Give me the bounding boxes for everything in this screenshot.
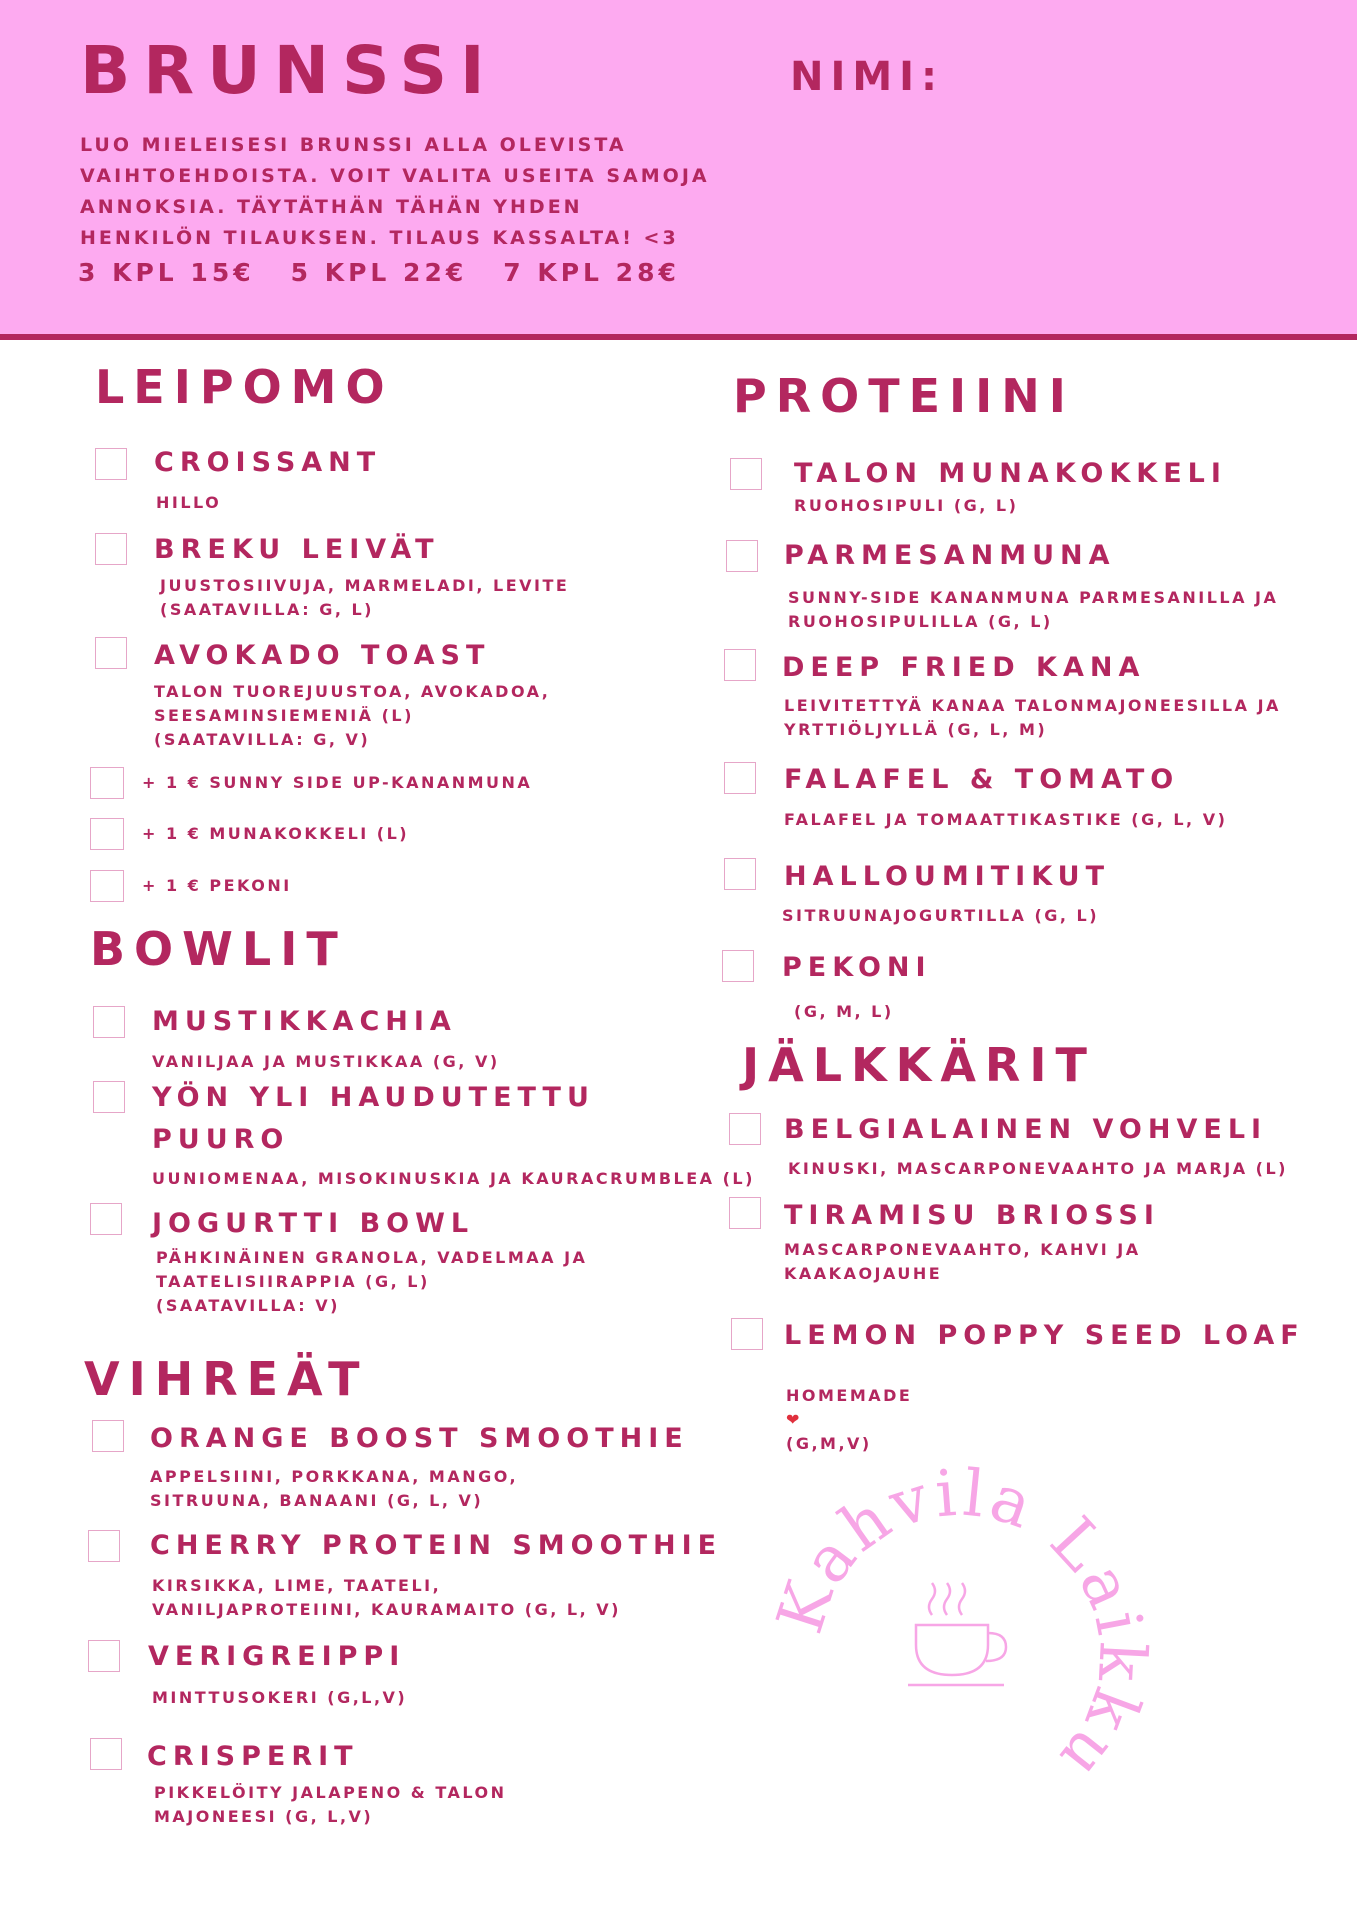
checkbox-mustikkachia[interactable]	[93, 1006, 125, 1038]
item-name-falafel-tomato: FALAFEL & TOMATO	[784, 764, 1180, 795]
item-desc-diet-tags: (G,M,V)	[786, 1434, 872, 1453]
item-name-avokado-toast: AVOKADO TOAST	[154, 640, 491, 671]
item-desc-falafel-tomato: FALAFEL JA TOMAATTIKASTIKE (G, L, V)	[784, 810, 1228, 829]
item-desc-homemade: HOMEMADE	[786, 1386, 913, 1405]
item-desc-belgialainen-vohveli: KINUSKI, MASCARPONEVAAHTO JA MARJA (L)	[788, 1159, 1288, 1178]
checkbox-cherry-protein[interactable]	[88, 1530, 120, 1562]
checkbox-parmesanmuna[interactable]	[726, 540, 758, 572]
item-desc-verigreippi: MINTTUSOKERI (G,L,V)	[152, 1688, 408, 1707]
checkbox-lemon-poppy-seed-loaf[interactable]	[731, 1318, 763, 1350]
intro-text: LUO MIELEISESI BRUNSSI ALLA OLEVISTA VAIHTOEHDOISTA. VOIT VALITA USEITA SAMOJA ANNOKSIA. TÄYTÄTHÄN TÄHÄN YHDEN HENKILÖN TILAUKSEN. TILAUS KASSALTA! <3	[80, 134, 710, 249]
kahvila-laikku-logo	[760, 1455, 1160, 1855]
item-name-croissant: CROISSANT	[154, 447, 382, 478]
section-title-bowlit: BOWLIT	[90, 922, 347, 976]
checkbox-halloumitikut[interactable]	[724, 858, 756, 890]
item-desc-cherry-protein: KIRSIKKA, LIME, TAATELI, VANILJAPROTEIINI, KAURAMAITO (G, L, V)	[152, 1576, 621, 1619]
checkbox-addon-pekoni[interactable]	[90, 870, 124, 902]
checkbox-addon-sunny-side[interactable]	[90, 767, 124, 799]
item-name-cherry-protein: CHERRY PROTEIN SMOOTHIE	[150, 1530, 723, 1561]
item-name-mustikkachia: MUSTIKKACHIA	[152, 1006, 457, 1037]
section-title-jalkkarit: JÄLKKÄRIT	[742, 1038, 1096, 1092]
item-desc-halloumitikut: SITRUUNAJOGURTILLA (G, L)	[782, 906, 1100, 925]
item-desc-tiramisu-briossi: MASCARPONEVAAHTO, KAHVI JA KAAKAOJAUHE	[784, 1240, 1141, 1283]
item-desc-parmesanmuna: SUNNY-SIDE KANANMUNA PARMESANILLA JA RUOHOSIPULILLA (G, L)	[788, 588, 1279, 631]
item-name-jogurtti-bowl: JOGURTTI BOWL	[152, 1208, 475, 1239]
checkbox-crisperit[interactable]	[90, 1738, 122, 1770]
item-name-halloumitikut: HALLOUMITIKUT	[784, 861, 1110, 892]
item-desc-jogurtti-bowl: PÄHKINÄINEN GRANOLA, VADELMAA JA TAATELISIIRAPPIA (G, L) (SAATAVILLA: V)	[156, 1248, 588, 1315]
item-name-parmesanmuna: PARMESANMUNA	[784, 540, 1116, 571]
item-name-lemon-poppy-seed-loaf: LEMON POPPY SEED LOAF	[784, 1320, 1305, 1351]
header-banner	[0, 0, 1357, 340]
logo-text: Kahvila Laikku	[763, 1456, 1159, 1796]
item-name-crisperit: CRISPERIT	[147, 1741, 359, 1772]
checkbox-orange-boost[interactable]	[92, 1420, 124, 1452]
checkbox-avokado-toast[interactable]	[95, 637, 127, 669]
item-desc-croissant: HILLO	[156, 493, 222, 512]
checkbox-falafel-tomato[interactable]	[724, 762, 756, 794]
item-desc-crisperit: PIKKELÖITY JALAPENO & TALON MAJONEESI (G, L,V)	[154, 1783, 507, 1826]
addon-pekoni: + 1 € PEKONI	[142, 876, 292, 895]
item-desc-lemon-poppy-seed-loaf	[786, 1360, 912, 1456]
heart-icon: ❤	[786, 1410, 802, 1429]
item-desc-avokado-toast: TALON TUOREJUUSTOA, AVOKADOA, SEESAMINSIEMENIÄ (L) (SAATAVILLA: G, V)	[154, 682, 551, 749]
coffee-cup-icon	[908, 1583, 1006, 1685]
name-label: NIMI:	[790, 54, 945, 100]
item-name-verigreippi: VERIGREIPPI	[148, 1641, 406, 1672]
section-title-leipomo: LEIPOMO	[95, 360, 394, 414]
item-desc-pekoni: (G, M, L)	[794, 1002, 894, 1021]
checkbox-puuro[interactable]	[93, 1081, 125, 1113]
price-7: 7 KPL 28€	[503, 258, 680, 287]
item-name-tiramisu-briossi: TIRAMISU BRIOSSI	[784, 1200, 1160, 1231]
item-name-belgialainen-vohveli: BELGIALAINEN VOHVELI	[784, 1114, 1268, 1145]
price-5: 5 KPL 22€	[290, 258, 468, 287]
item-name-puuro-line2: PUURO	[152, 1124, 290, 1155]
item-desc-talon-munakokkeli: RUOHOSIPULI (G, L)	[794, 496, 1019, 515]
item-name-orange-boost: ORANGE BOOST SMOOTHIE	[150, 1423, 689, 1454]
checkbox-verigreippi[interactable]	[88, 1640, 120, 1672]
checkbox-tiramisu-briossi[interactable]	[729, 1197, 761, 1229]
item-desc-puuro: UUNIOMENAA, MISOKINUSKIA JA KAURACRUMBLEA (L)	[152, 1169, 755, 1188]
item-desc-deep-fried-kana: LEIVITETTYÄ KANAA TALONMAJONEESILLA JA YRTTIÖLJYLLÄ (G, L, M)	[784, 696, 1281, 739]
checkbox-jogurtti-bowl[interactable]	[90, 1203, 122, 1235]
checkbox-croissant[interactable]	[95, 448, 127, 480]
item-name-puuro: YÖN YLI HAUDUTETTU	[152, 1082, 595, 1113]
item-name-talon-munakokkeli: TALON MUNAKOKKELI	[794, 458, 1227, 489]
checkbox-breku-leivat[interactable]	[95, 533, 127, 565]
price-list	[78, 258, 680, 287]
item-desc-orange-boost: APPELSIINI, PORKKANA, MANGO, SITRUUNA, BANAANI (G, L, V)	[150, 1467, 519, 1510]
section-title-vihreat: VIHREÄT	[84, 1352, 369, 1406]
section-title-proteiini: PROTEIINI	[733, 369, 1075, 423]
checkbox-talon-munakokkeli[interactable]	[730, 458, 762, 490]
item-name-breku-leivat: BREKU LEIVÄT	[154, 534, 440, 565]
price-3: 3 KPL 15€	[78, 258, 255, 287]
checkbox-pekoni[interactable]	[722, 950, 754, 982]
addon-sunny-side: + 1 € SUNNY SIDE UP-KANANMUNA	[142, 773, 533, 792]
checkbox-addon-munakokkeli[interactable]	[90, 818, 124, 850]
item-name-pekoni: PEKONI	[782, 952, 932, 983]
checkbox-deep-fried-kana[interactable]	[724, 649, 756, 681]
item-desc-breku-leivat: JUUSTOSIIVUJA, MARMELADI, LEVITE (SAATAVILLA: G, L)	[160, 576, 570, 619]
addon-munakokkeli: + 1 € MUNAKOKKELI (L)	[142, 824, 410, 843]
checkbox-belgialainen-vohveli[interactable]	[729, 1113, 761, 1145]
item-name-deep-fried-kana: DEEP FRIED KANA	[782, 652, 1146, 683]
item-desc-mustikkachia: VANILJAA JA MUSTIKKAA (G, V)	[152, 1052, 500, 1071]
page-title: BRUNSSI	[80, 32, 498, 109]
